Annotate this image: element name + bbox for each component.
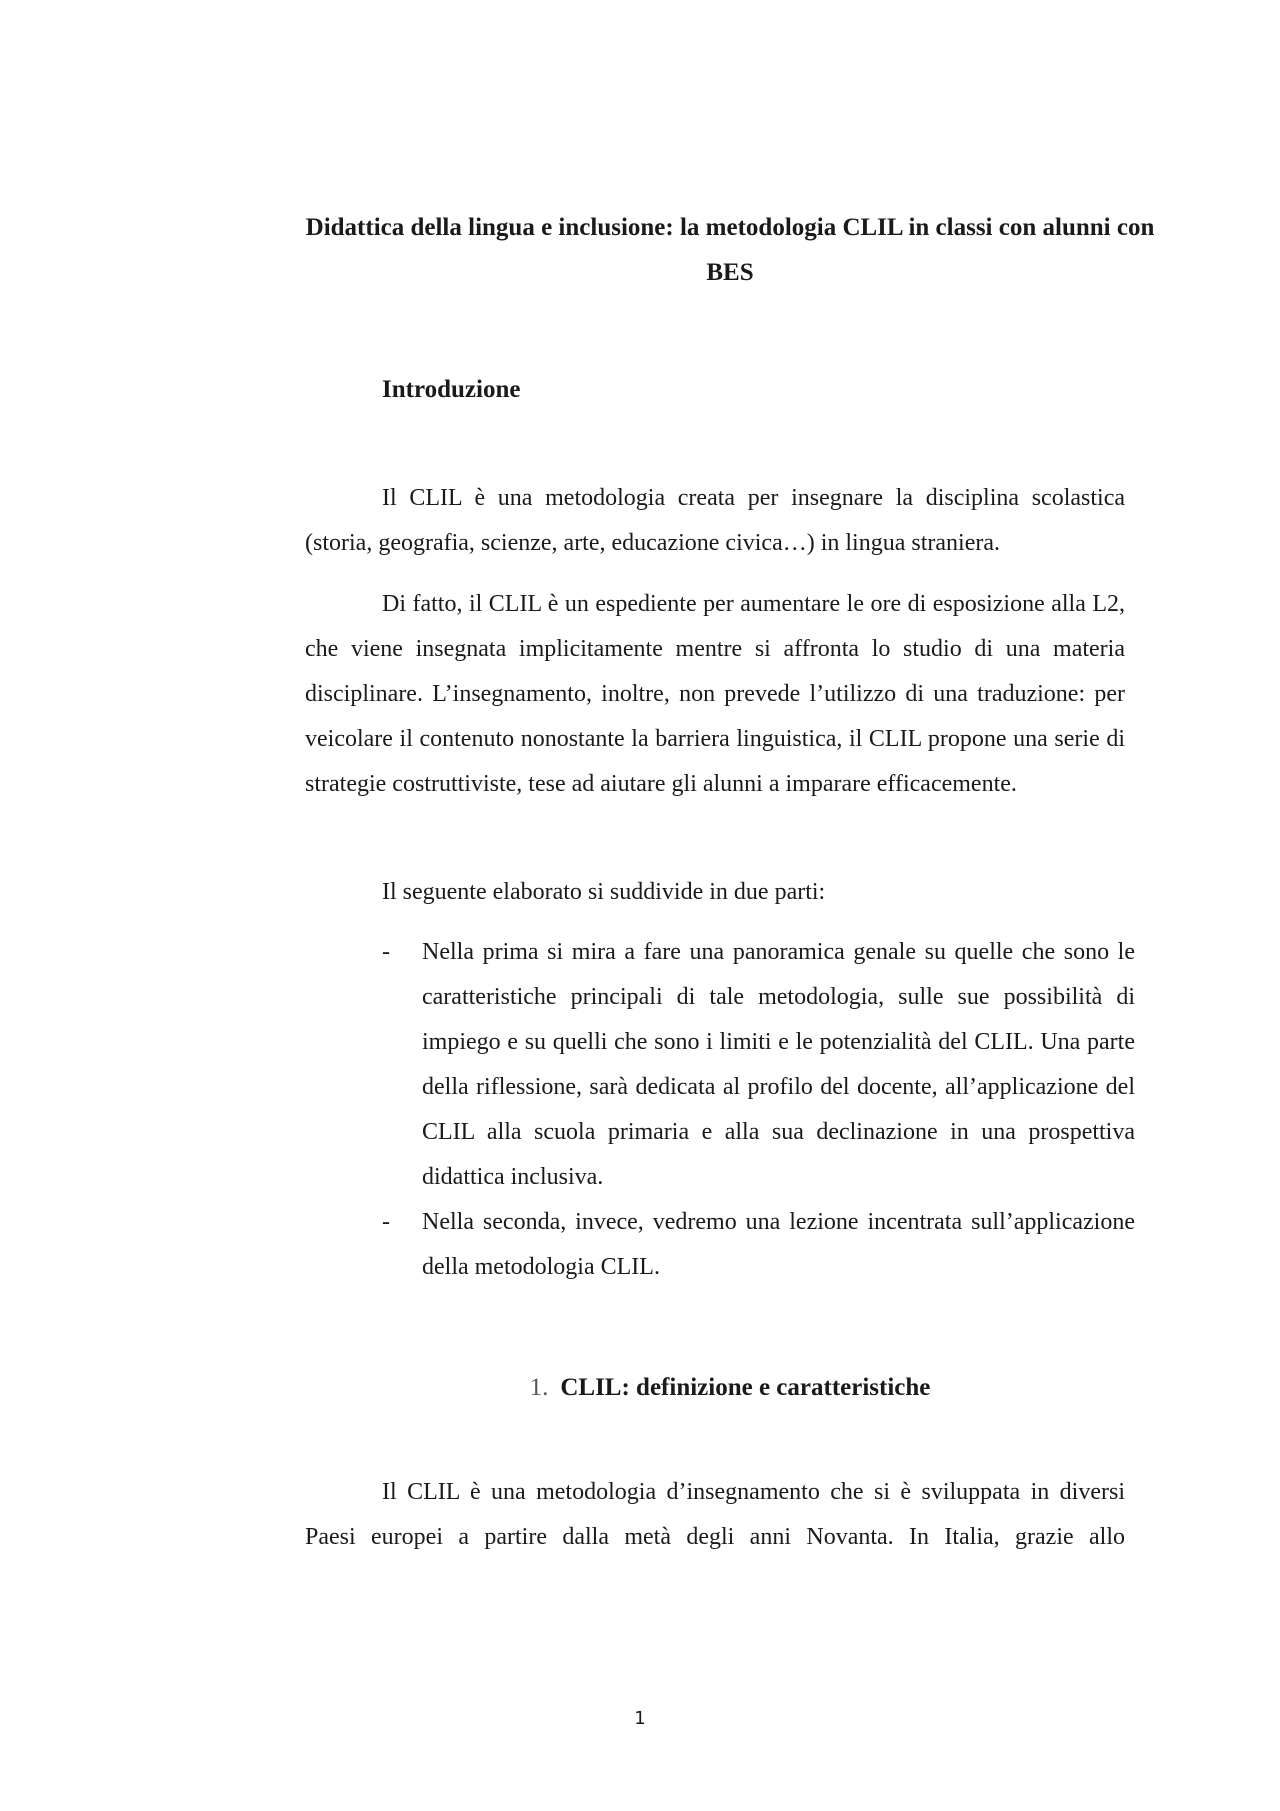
section-paragraph [305, 1470, 1125, 1560]
list-item-text: Nella prima si mira a fare una panoramica genale su quelle che sono le caratteristiche principali di tale metodologia, sulle sue possibilità di impiego e su quelli che sono i limiti e le potenzialità del CLIL. Una parte della riflessione, sarà dedicata al profilo del docente, all’applicazione del CLIL alla scuola primaria e alla sua declinazione in una prospettiva didattica inclusiva. [422, 939, 1135, 1190]
paragraph-text: Di fatto, il CLIL è un espediente per aumentare le ore di esposizione alla L2, che viene insegnata implicitamente mentre si affronta lo studio di una materia disciplinare. L’insegnamento, inoltre, non prevede l’utilizzo di una traduzione: per veicolare il contenuto nonostante la barriera linguistica, il CLIL propone una serie di strategie costruttiviste, tese ad aiutare gli alunni a imparare efficacemente. [305, 591, 1125, 797]
intro-heading: Introduzione [382, 376, 521, 403]
paragraph-text: Il CLIL è una metodologia d’insegnamento che si è sviluppata in diversi Paesi europei a partire dalla metà degli anni Novanta. In Italia, grazie allo [305, 1479, 1125, 1550]
intro-paragraph-3 [305, 870, 1125, 915]
list-bullet: - [382, 939, 390, 965]
list-item [305, 930, 1135, 1200]
section-title: CLIL: definizione e caratteristiche [560, 1374, 931, 1401]
paragraph-text: Il CLIL è una metodologia creata per insegnare la disciplina scolastica (storia, geografia, scienze, arte, educazione civica…) in lingua straniera. [305, 485, 1125, 556]
page-number: 1 [634, 1708, 646, 1729]
section-number: 1. [529, 1374, 549, 1401]
intro-paragraph-1 [305, 476, 1125, 566]
paragraph-text: Il seguente elaborato si suddivide in due parti: [382, 879, 826, 905]
list-bullet: - [382, 1209, 390, 1235]
parts-list [305, 930, 1135, 1290]
intro-paragraph-2 [305, 582, 1125, 807]
section-heading [300, 1370, 1160, 1406]
document-title: Didattica della lingua e inclusione: la metodologia CLIL in classi con alunni con BES [305, 214, 1155, 286]
list-item [305, 1200, 1135, 1290]
list-item-text: Nella seconda, invece, vedremo una lezione incentrata sull’applicazione della metodologia CLIL. [422, 1209, 1135, 1280]
